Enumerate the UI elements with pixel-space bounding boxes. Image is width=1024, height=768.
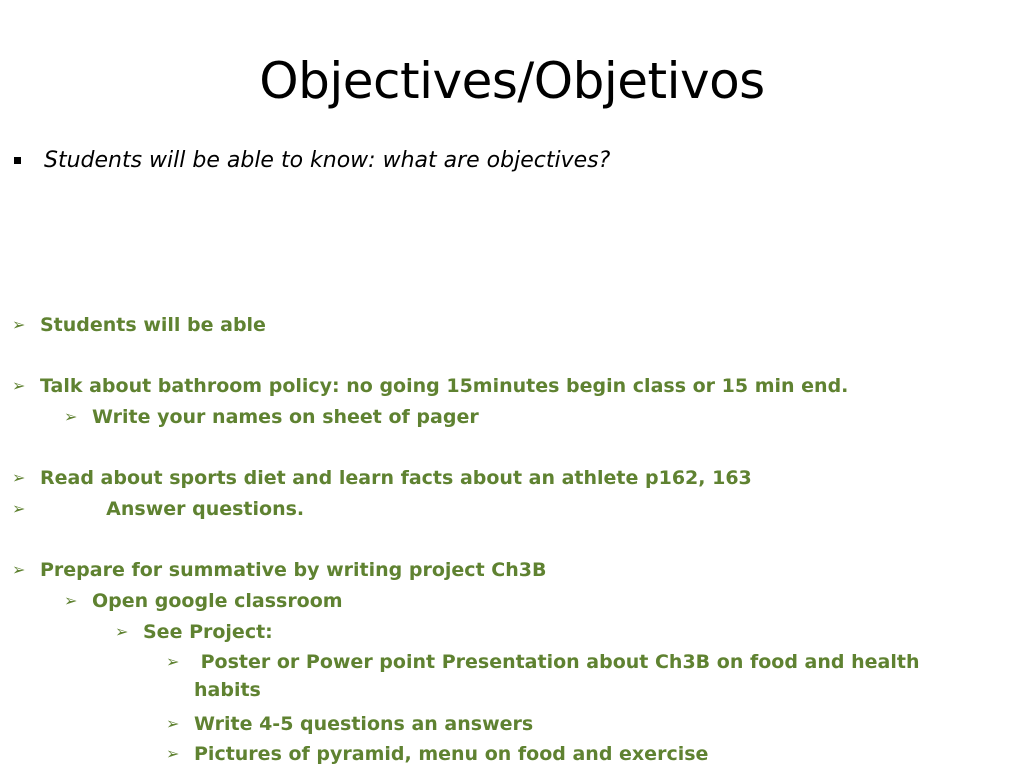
list-item-text: Write 4-5 questions an answers bbox=[194, 713, 534, 735]
list-item-text: Prepare for summative by writing project Ch3B bbox=[40, 559, 547, 581]
arrow-bullet-icon: ➢ bbox=[12, 376, 26, 395]
list-item bbox=[12, 372, 848, 400]
list-item-text: Write your names on sheet of pager bbox=[92, 406, 479, 428]
list-item-text: Answer questions. bbox=[40, 498, 305, 520]
arrow-bullet-icon: ➢ bbox=[166, 714, 180, 733]
square-bullet-icon bbox=[14, 157, 21, 164]
arrow-bullet-icon: ➢ bbox=[166, 744, 180, 763]
arrow-bullet-icon: ➢ bbox=[12, 315, 26, 334]
arrow-bullet-icon: ➢ bbox=[166, 652, 180, 671]
arrow-bullet-icon: ➢ bbox=[12, 560, 26, 579]
list-item-text: Students will be able bbox=[40, 314, 266, 336]
list-item-text: Open google classroom bbox=[92, 590, 343, 612]
arrow-bullet-icon: ➢ bbox=[12, 499, 26, 518]
arrow-bullet-icon: ➢ bbox=[12, 468, 26, 487]
arrow-bullet-icon: ➢ bbox=[115, 622, 129, 641]
list-item bbox=[12, 464, 752, 492]
list-item bbox=[64, 403, 479, 431]
list-item bbox=[166, 710, 533, 738]
list-item-text: Poster or Power point Presentation about Ch3B on food and health habits bbox=[194, 651, 927, 701]
list-item bbox=[12, 495, 304, 523]
list-item bbox=[115, 618, 273, 646]
list-item bbox=[12, 556, 546, 584]
list-item-text: Read about sports diet and learn facts about an athlete p162, 163 bbox=[40, 467, 752, 489]
intro-bullet bbox=[12, 148, 610, 173]
list-item bbox=[166, 648, 964, 704]
list-item-text: Talk about bathroom policy: no going 15minutes begin class or 15 min end. bbox=[40, 375, 849, 397]
list-item bbox=[12, 311, 266, 339]
intro-text: Students will be able to know: what are objectives? bbox=[44, 148, 611, 173]
list-item-text: Pictures of pyramid, menu on food and exercise bbox=[194, 743, 709, 765]
arrow-bullet-icon: ➢ bbox=[64, 591, 78, 610]
arrow-bullet-icon: ➢ bbox=[64, 407, 78, 426]
list-item bbox=[64, 587, 343, 615]
list-item bbox=[166, 740, 708, 768]
list-item-text: See Project: bbox=[143, 621, 273, 643]
slide-title: Objectives/Objetivos bbox=[259, 52, 765, 110]
